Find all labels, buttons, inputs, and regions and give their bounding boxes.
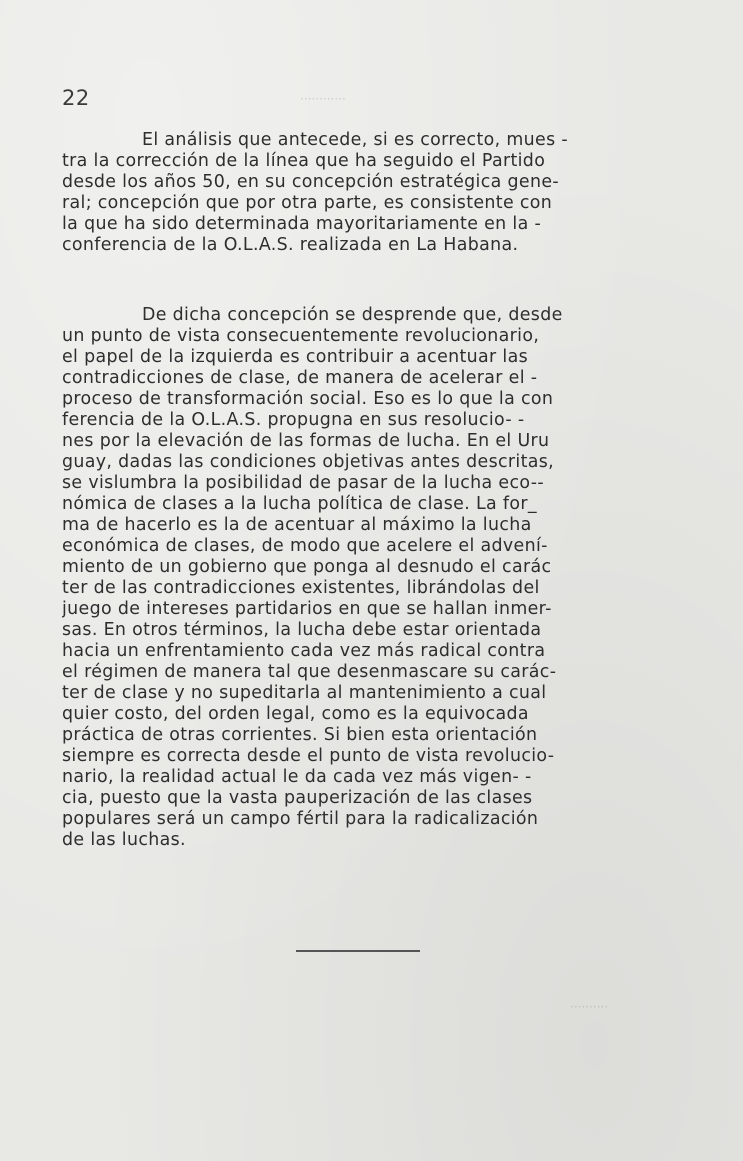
text-line: guay, dadas las condiciones objetivas antes descritas,: [62, 452, 555, 472]
text-line: proceso de transformación social. Eso es lo que la con: [62, 389, 554, 409]
text-line: nes por la elevación de las formas de lucha. En el Uru: [62, 431, 550, 451]
text-line: se vislumbra la posibilidad de pasar de la lucha eco--: [62, 473, 544, 493]
text-line: un punto de vista consecuentemente revolucionario,: [62, 326, 540, 346]
paragraph-1: [62, 130, 614, 256]
text-line: contradicciones de clase, de manera de acelerar el -: [62, 368, 538, 388]
text-line: ma de hacerlo es la de acentuar al máximo la lucha: [62, 515, 532, 535]
text-line: juego de intereses partidarios en que se hallan inmer-: [62, 599, 552, 619]
text-line: el papel de la izquierda es contribuir a acentuar las: [62, 347, 529, 367]
text-line: tra la corrección de la línea que ha seguido el Partido: [62, 151, 546, 171]
text-line: el régimen de manera tal que desenmascare su carác-: [62, 662, 557, 682]
text-line: cia, puesto que la vasta pauperización de las clases: [62, 788, 533, 808]
text-line: miento de un gobierno que ponga al desnudo el carác: [62, 557, 552, 577]
text-line: ral; concepción que por otra parte, es consistente con: [62, 193, 553, 213]
text-line: El análisis que antecede, si es correcto, mues -: [142, 130, 568, 150]
text-line: conferencia de la O.L.A.S. realizada en La Habana.: [62, 235, 519, 255]
text-line: ferencia de la O.L.A.S. propugna en sus resolucio- -: [62, 410, 525, 430]
text-line: de las luchas.: [62, 830, 186, 850]
text-line: nómica de clases a la lucha política de clase. La for_: [62, 494, 537, 514]
text-line: De dicha concepción se desprende que, desde: [142, 305, 563, 325]
page-number: 22: [62, 86, 90, 110]
text-line: ter de clase y no supeditarla al mantenimiento a cual: [62, 683, 547, 703]
text-line: nario, la realidad actual le da cada vez más vigen- -: [62, 767, 532, 787]
text-line: sas. En otros términos, la lucha debe estar orientada: [62, 620, 542, 640]
text-line: económica de clases, de modo que acelere el advení-: [62, 536, 548, 556]
text-line: hacia un enfrentamiento cada vez más radical contra: [62, 641, 546, 661]
text-line: desde los años 50, en su concepción estratégica gene-: [62, 172, 559, 192]
paragraph-2: [62, 305, 614, 851]
text-line: populares será un campo fértil para la radicalización: [62, 809, 539, 829]
text-line: ter de las contradicciones existentes, librándolas del: [62, 578, 540, 598]
text-line: práctica de otras corrientes. Si bien esta orientación: [62, 725, 538, 745]
text-line: quier costo, del orden legal, como es la equivocada: [62, 704, 529, 724]
text-line: la que ha sido determinada mayoritariamente en la -: [62, 214, 542, 234]
text-line: siempre es correcta desde el punto de vista revolucio-: [62, 746, 555, 766]
bleed-through-text: ··········: [570, 1000, 609, 1014]
bleed-through-text: ············: [300, 92, 346, 106]
section-divider: [296, 950, 420, 952]
